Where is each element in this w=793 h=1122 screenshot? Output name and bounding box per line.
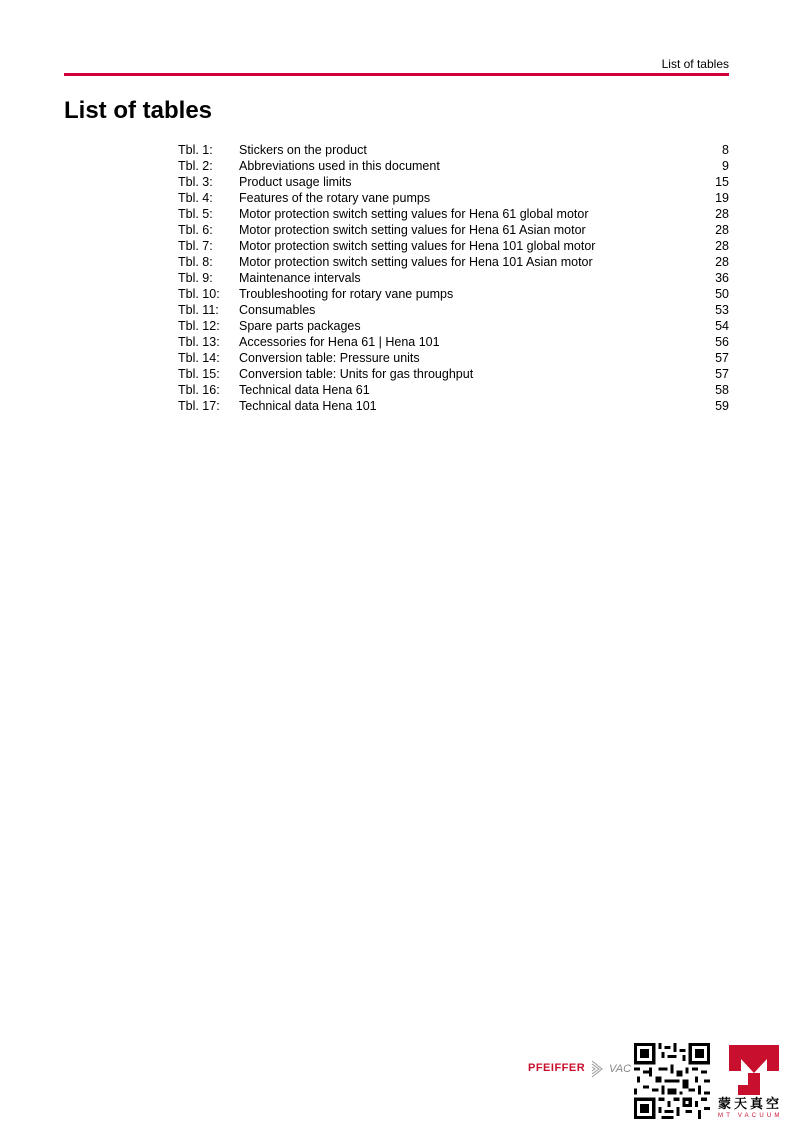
table-number: Tbl. 13: — [178, 335, 220, 349]
table-number: Tbl. 12: — [178, 319, 220, 333]
table-list-item[interactable] — [178, 398, 729, 414]
brand-logo-text: PFEIFFER — [528, 1062, 586, 1074]
mt-vacuum-logo-icon — [729, 1045, 779, 1095]
page-number: 28 — [715, 239, 729, 253]
table-number: Tbl. 11: — [178, 303, 219, 317]
page-title: List of tables — [64, 97, 213, 124]
table-title: Conversion table: Pressure units — [239, 351, 420, 365]
table-title: Motor protection switch setting values for Hena 101 global motor — [239, 239, 596, 253]
table-number: Tbl. 7: — [178, 239, 213, 253]
table-title: Motor protection switch setting values for Hena 61 global motor — [239, 207, 589, 221]
table-list-item[interactable] — [178, 286, 729, 302]
table-list-item[interactable] — [178, 270, 729, 286]
brand-suffix-text: VAC — [609, 1063, 632, 1075]
page-number: 36 — [715, 271, 729, 285]
table-title: Abbreviations used in this document — [239, 159, 440, 173]
page-number: 28 — [715, 223, 729, 237]
table-title: Technical data Hena 101 — [239, 399, 377, 413]
page-number: 59 — [715, 399, 729, 413]
table-number: Tbl. 1: — [178, 143, 213, 157]
table-number: Tbl. 16: — [178, 383, 220, 397]
table-list-item[interactable] — [178, 142, 729, 158]
table-number: Tbl. 9: — [178, 271, 213, 285]
header-rule — [64, 73, 729, 76]
qr-code-icon — [634, 1043, 710, 1119]
page-number: 15 — [715, 175, 729, 189]
table-number: Tbl. 4: — [178, 191, 213, 205]
page-number: 57 — [715, 367, 729, 381]
table-title: Motor protection switch setting values for Hena 101 Asian motor — [239, 255, 593, 269]
page-number: 28 — [715, 207, 729, 221]
table-title: Features of the rotary vane pumps — [239, 191, 431, 205]
table-list-item[interactable] — [178, 222, 729, 238]
page-number: 9 — [722, 159, 729, 173]
table-number: Tbl. 6: — [178, 223, 213, 237]
running-header: List of tables — [661, 57, 729, 71]
logo-english-text: MT VACUUM — [718, 1113, 783, 1119]
table-number: Tbl. 10: — [178, 287, 220, 301]
table-title: Spare parts packages — [239, 319, 361, 333]
table-number: Tbl. 5: — [178, 207, 213, 221]
table-list — [178, 142, 729, 414]
table-list-item[interactable] — [178, 302, 729, 318]
table-title: Stickers on the product — [239, 143, 367, 157]
logo-chinese-text: 蒙天真空 — [718, 1096, 783, 1111]
table-title: Technical data Hena 61 — [239, 383, 370, 397]
page-number: 58 — [715, 383, 729, 397]
table-title: Accessories for Hena 61 | Hena 101 — [239, 335, 440, 349]
page-number: 50 — [715, 287, 729, 301]
table-number: Tbl. 14: — [178, 351, 220, 365]
table-title: Consumables — [239, 303, 316, 317]
table-number: Tbl. 8: — [178, 255, 213, 269]
page-number: 28 — [715, 255, 729, 269]
table-list-item[interactable] — [178, 158, 729, 174]
table-list-item[interactable] — [178, 350, 729, 366]
page-number: 19 — [715, 191, 729, 205]
page-number: 54 — [715, 319, 729, 333]
page-number: 8 — [722, 143, 729, 157]
table-list-item[interactable] — [178, 382, 729, 398]
table-title: Conversion table: Units for gas throughput — [239, 367, 474, 381]
table-list-item[interactable] — [178, 366, 729, 382]
table-list-item[interactable] — [178, 206, 729, 222]
page-number: 57 — [715, 351, 729, 365]
table-list-item[interactable] — [178, 190, 729, 206]
table-number: Tbl. 2: — [178, 159, 213, 173]
table-list-item[interactable] — [178, 334, 729, 350]
table-list-item[interactable] — [178, 318, 729, 334]
table-list-item[interactable] — [178, 238, 729, 254]
table-title: Product usage limits — [239, 175, 352, 189]
chevron-lines-icon — [591, 1059, 605, 1079]
table-list-item[interactable] — [178, 174, 729, 190]
table-number: Tbl. 17: — [178, 399, 220, 413]
table-number: Tbl. 15: — [178, 367, 220, 381]
table-title: Motor protection switch setting values for Hena 61 Asian motor — [239, 223, 586, 237]
page-number: 53 — [715, 303, 729, 317]
table-number: Tbl. 3: — [178, 175, 213, 189]
table-title: Maintenance intervals — [239, 271, 361, 285]
table-title: Troubleshooting for rotary vane pumps — [239, 287, 454, 301]
page-number: 56 — [715, 335, 729, 349]
table-list-item[interactable] — [178, 254, 729, 270]
